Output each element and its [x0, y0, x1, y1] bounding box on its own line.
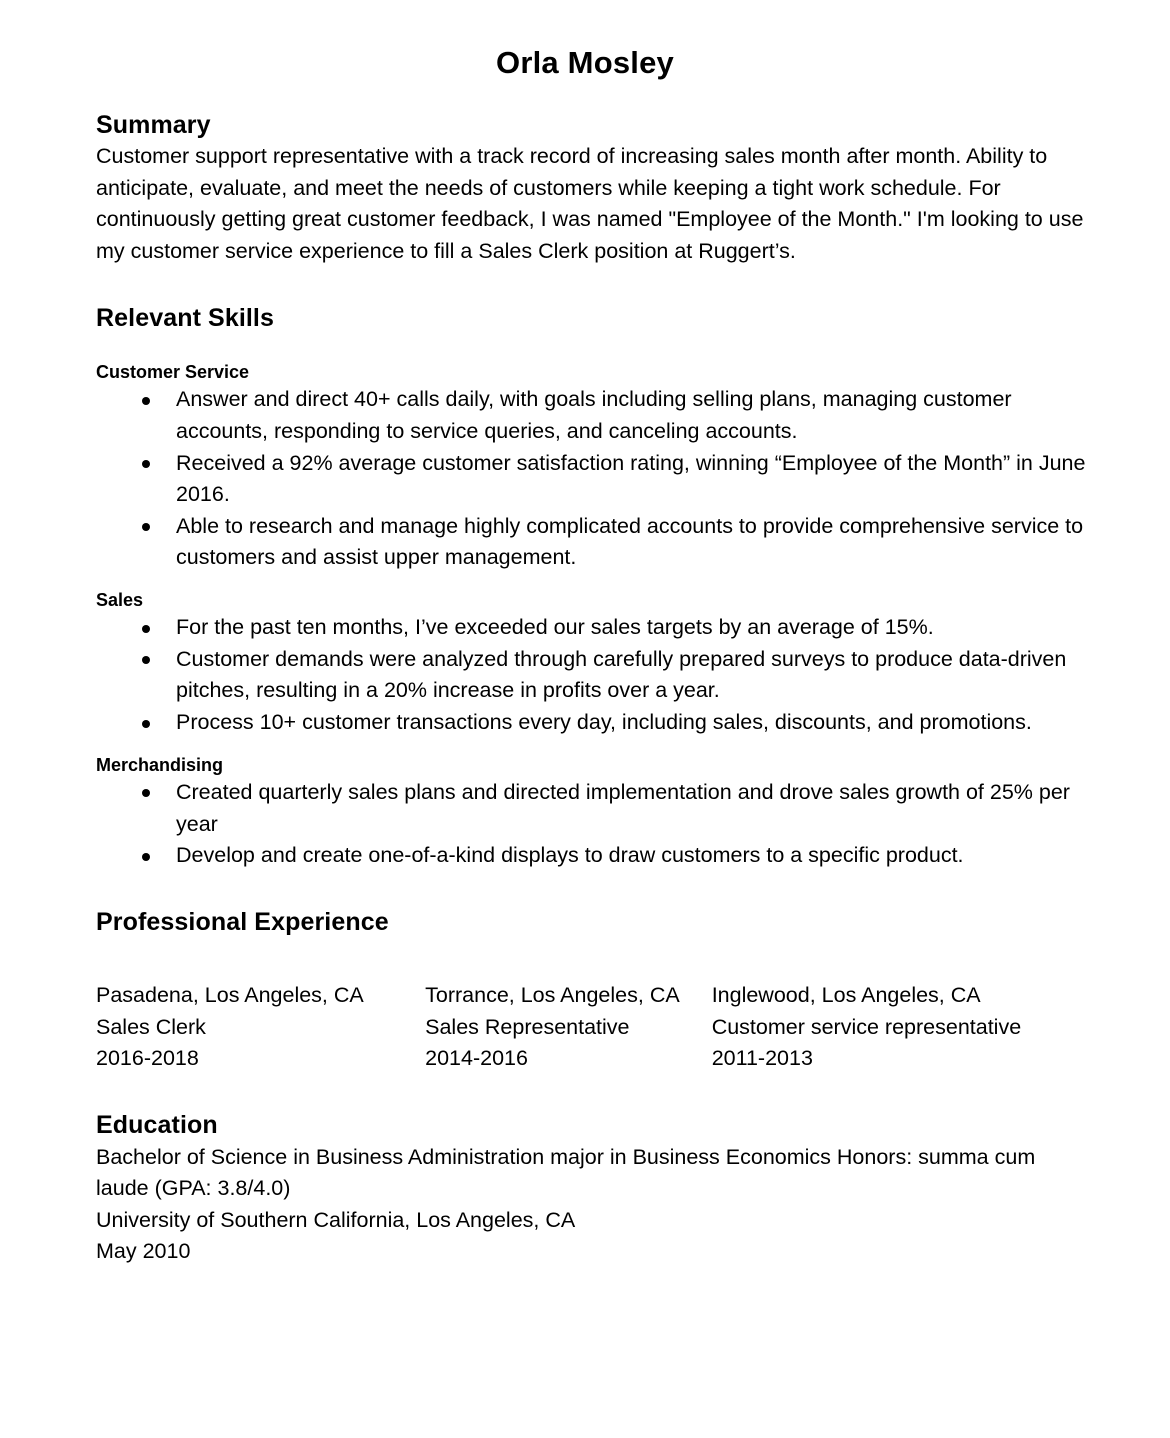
list-item-text: Able to research and manage highly complicated accounts to provide comprehensive service to customers and assist upper management. — [176, 513, 1084, 570]
skill-group-heading-sales: Sales — [96, 589, 144, 610]
section-heading-education: Education — [96, 1111, 218, 1140]
experience-location: Torrance, Los Angeles, CA — [425, 983, 680, 1008]
list-item — [96, 511, 1090, 574]
list-item-text: For the past ten months, I’ve exceeded our sales targets by an average of 15%. — [176, 615, 934, 640]
bullet-dot-icon — [142, 656, 150, 664]
bullet-dot-icon — [142, 625, 150, 633]
education-graduation-date: May 2010 — [96, 1239, 191, 1264]
section-heading-summary: Summary — [96, 110, 211, 139]
bullet-dot-icon — [142, 460, 150, 468]
list-item-text: Answer and direct 40+ calls daily, with goals including selling plans, managing customer accounts, responding to service queries, and canceling accounts. — [176, 387, 1012, 444]
bullet-dot-icon — [142, 523, 150, 531]
list-item — [96, 384, 1090, 447]
spacer — [96, 574, 1090, 588]
list-item-text: Process 10+ customer transactions every day, including sales, discounts, and promotions. — [176, 710, 1032, 735]
list-item — [96, 777, 1090, 840]
spacer — [96, 268, 1090, 302]
list-item — [96, 448, 1090, 511]
spacer — [96, 938, 1090, 980]
spacer — [96, 83, 1090, 109]
skill-bullet-list-sales — [96, 612, 1090, 738]
bullet-dot-icon — [142, 853, 150, 861]
section-heading-relevant-skills: Relevant Skills — [96, 303, 274, 332]
experience-role: Sales Clerk — [96, 1014, 206, 1039]
list-item — [96, 707, 1090, 739]
skill-group-heading-merchandising: Merchandising — [96, 754, 224, 775]
summary-paragraph: Customer support representative with a track record of increasing sales month after month. Ability to anticipate, evaluate, and meet the needs of customers while keeping a tight work schedule. For continuously getting great customer feedback, I was named "Employee of the Month." I'm looking to use my customer service experience to fill a Sales Clerk position at Ruggert’s. — [96, 144, 1084, 264]
education-degree: Bachelor of Science in Business Administration major in Business Economics Honors: summa cum laude (GPA: 3.8/4.0) — [96, 1144, 1036, 1201]
bullet-dot-icon — [142, 720, 150, 728]
list-item — [96, 840, 1090, 872]
spacer — [96, 739, 1090, 753]
list-item-text: Received a 92% average customer satisfaction rating, winning “Employee of the Month” in June 2016. — [176, 450, 1086, 507]
section-heading-professional-experience: Professional Experience — [96, 907, 389, 936]
experience-role: Sales Representative — [425, 1014, 630, 1039]
bullet-dot-icon — [142, 789, 150, 797]
candidate-name: Orla Mosley — [496, 45, 674, 80]
experience-columns — [96, 980, 1090, 1075]
experience-dates: 2011-2013 — [711, 1046, 813, 1071]
list-item — [96, 644, 1090, 707]
bullet-dot-icon — [142, 397, 150, 405]
education-block — [96, 1142, 1090, 1268]
experience-entry — [712, 980, 1090, 1075]
education-school: University of Southern California, Los Angeles, CA — [96, 1207, 576, 1232]
spacer — [96, 334, 1090, 360]
experience-entry — [96, 980, 425, 1075]
spacer — [96, 1075, 1090, 1109]
list-item-text: Created quarterly sales plans and directed implementation and drove sales growth of 25% per year — [176, 779, 1070, 836]
list-item-text: Customer demands were analyzed through carefully prepared surveys to produce data-driven pitches, resulting in a 20% increase in profits over a year. — [176, 646, 1067, 703]
skill-group-heading-customer-service: Customer Service — [96, 362, 250, 383]
experience-dates: 2014-2016 — [425, 1046, 528, 1071]
spacer — [96, 872, 1090, 906]
experience-location: Pasadena, Los Angeles, CA — [96, 983, 364, 1008]
list-item — [96, 612, 1090, 644]
experience-entry — [425, 980, 712, 1075]
skill-bullet-list-customer-service — [96, 384, 1090, 574]
list-item-text: Develop and create one-of-a-kind displays to draw customers to a specific product. — [176, 843, 964, 868]
experience-location: Inglewood, Los Angeles, CA — [711, 983, 981, 1008]
experience-dates: 2016-2018 — [96, 1046, 199, 1071]
experience-role: Customer service representative — [711, 1014, 1022, 1039]
skill-bullet-list-merchandising — [96, 777, 1090, 872]
